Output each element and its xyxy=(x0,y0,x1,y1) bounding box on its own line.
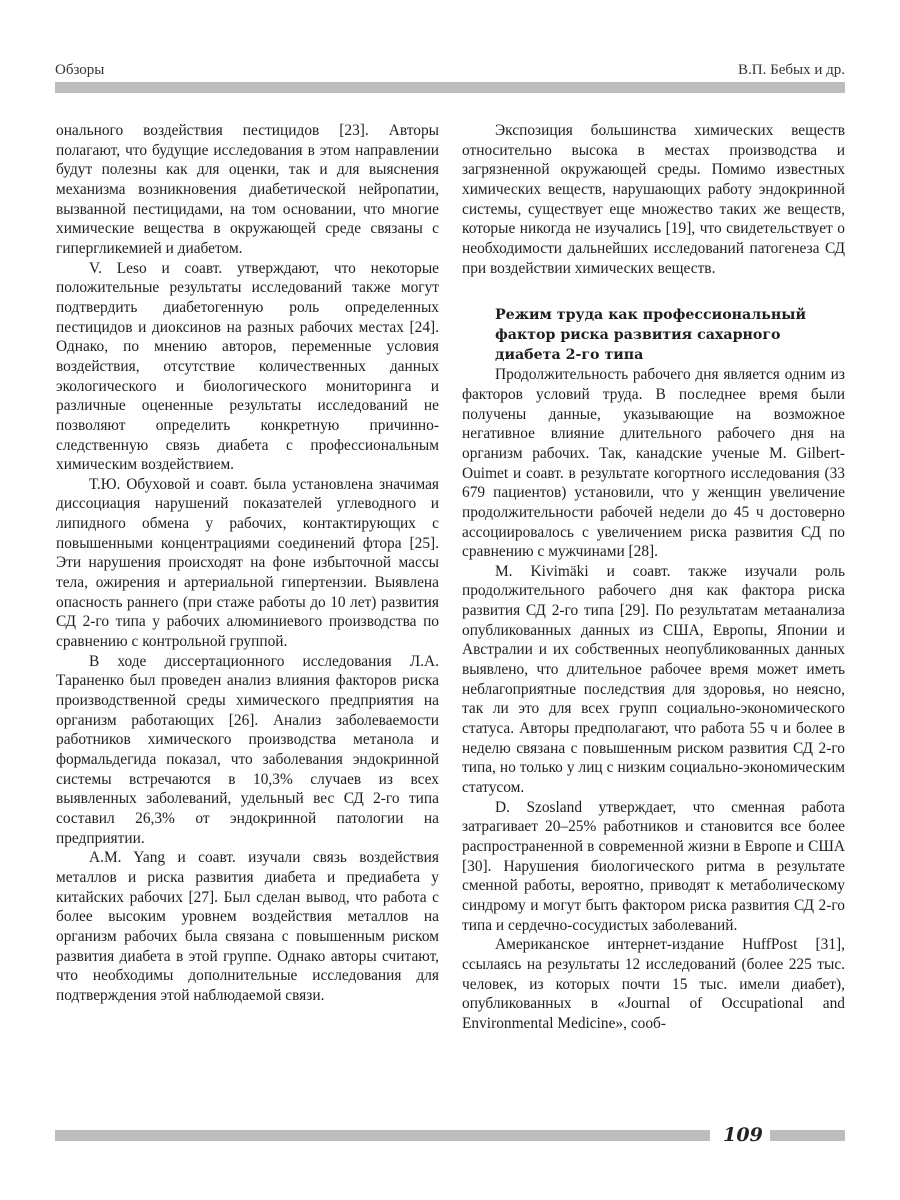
section-heading: Режим труда как профессиональный фактор риска развития сахарного диабета 2-го типа xyxy=(495,307,807,364)
running-header xyxy=(55,62,845,82)
right-column xyxy=(462,121,845,1034)
paragraph: В ходе диссертационного исследования Л.А. Тараненко был проведен анализ влияния факторов риска производственной среды химического предприятия на организм работающих [26]. Анализ заболеваемости работников химического производства метанола и формальдегида показал, что заболевания эндокринной системы встречаются в 10,3% случаев из всех выявленных заболеваний, удельный вес СД 2-го типа составил 26,3% от эндокринной патологии на предприятии. xyxy=(56,652,439,847)
paragraph: Экспозиция большинства химических веществ относительно высока в местах производства и загрязненной окружающей среды. Помимо известных химических веществ, нарушающих работу эндокринной системы, существует еще множество таких же веществ, которые никогда не изучались [19], что свидетельствует о необходимости дальнейших исследований патогенеза СД при воздействии химических веществ. xyxy=(462,122,845,277)
paragraph: A.M. Yang и соавт. изучали связь воздействия металлов и риска развития диабета и предиабета у китайских рабочих [27]. Был сделан вывод, что работа с более высоким уровнем воздействия металлов на организм рабочих была связана с повышенным риском развития диабета в этой группе. Однако авторы считают, что необходимы дополнительные исследования для подтверждения этой наблюдаемой связи. xyxy=(56,849,439,1004)
footer-rule-right xyxy=(770,1130,845,1141)
paragraph: M. Kivimäki и соавт. также изучали роль продолжительного рабочего дня как фактора риска развития СД 2-го типа [29]. По результатам метаанализа опубликованных данных из США, Европы, Японии и Австралии и их собственных неопубликованных данных выявлено, что длительное рабочее время может иметь неблагоприятные последствия для здоровья, но неясно, так ли это для всех групп социально-экономического статуса. Авторы предполагают, что работа 55 ч и более в неделю связана с повышенным риском развития СД 2-го типа, но только у лиц с низким социально-экономическим статусом. xyxy=(462,562,845,797)
paragraph: D. Szosland утверждает, что сменная работа затрагивает 20–25% работников и становится все более распространенной в современной жизни в Европе и США [30]. Нарушения биологического ритма в результате сменной работы, вероятно, приводят к метаболическому синдрому и могут быть фактором риска развития СД 2-го типа и сердечно-сосудистых заболеваний. xyxy=(462,798,845,934)
paragraph: V. Leso и соавт. утверждают, что некоторые положительные результаты исследований также могут подтвердить диабетогенную роль определенных пестицидов и диоксинов на разных рабочих местах [24]. Однако, по мнению авторов, переменные условия воздействия, отсутствие количественных данных экологического и биологического мониторинга и различные оцененные результаты исследований не позволяют определить конкретную причинно-следственную связь диабета с профессиональным химическим воздействием. xyxy=(56,259,439,474)
authors: В.П. Бебых и др. xyxy=(738,62,845,78)
header-rule xyxy=(55,82,845,93)
footer-rule xyxy=(55,1130,710,1141)
left-column xyxy=(56,121,439,1006)
paragraph: онального воздействия пестицидов [23]. Авторы полагают, что будущие исследования в этом направлении будут полезны как для оценки, так и для выяснения механизма возникновения диабетической нейропатии, вызванной пестицидами, на том основании, что многие химические вещества в окружающей среде связаны с гипергликемией и диабетом. xyxy=(56,122,439,257)
paragraph: Т.Ю. Обуховой и соавт. была установлена значимая диссоциация нарушений показателей углеводного и липидного обмена у рабочих, контактирующих с повышенными концентрациями соединений фтора [25]. Эти нарушения происходят на фоне избыточной массы тела, ожирения и артериальной гипертензии. Выявлена опасность раннего (при стаже работы до 10 лет) развития СД 2-го типа у рабочих алюминиевого производства по сравнению с контрольной группой. xyxy=(56,475,439,651)
paragraph: Американское интернет-издание HuffPost [31], ссылаясь на результаты 12 исследований (более 225 тыс. человек, из которых почти 15 тыс. имели диабет), опубликованных в «Journal of Occupational and Environmental Medicine», сооб- xyxy=(462,936,845,1032)
paragraph: Продолжительность рабочего дня является одним из факторов условий труда. В последнее время были получены данные, указывающие на возможное негативное влияние длительного рабочего дня на организм рабочих. Так, канадские ученые M. Gilbert-Ouimet и соавт. в результате когортного исследования (33 679 пациентов) установили, что у женщин увеличение продолжительности рабочей недели до 45 ч достоверно ассоциировалось с увеличением риска развития СД по сравнению с мужчинами [28]. xyxy=(462,366,845,561)
section-name: Обзоры xyxy=(55,62,105,78)
page-number: 109 xyxy=(723,1124,763,1146)
